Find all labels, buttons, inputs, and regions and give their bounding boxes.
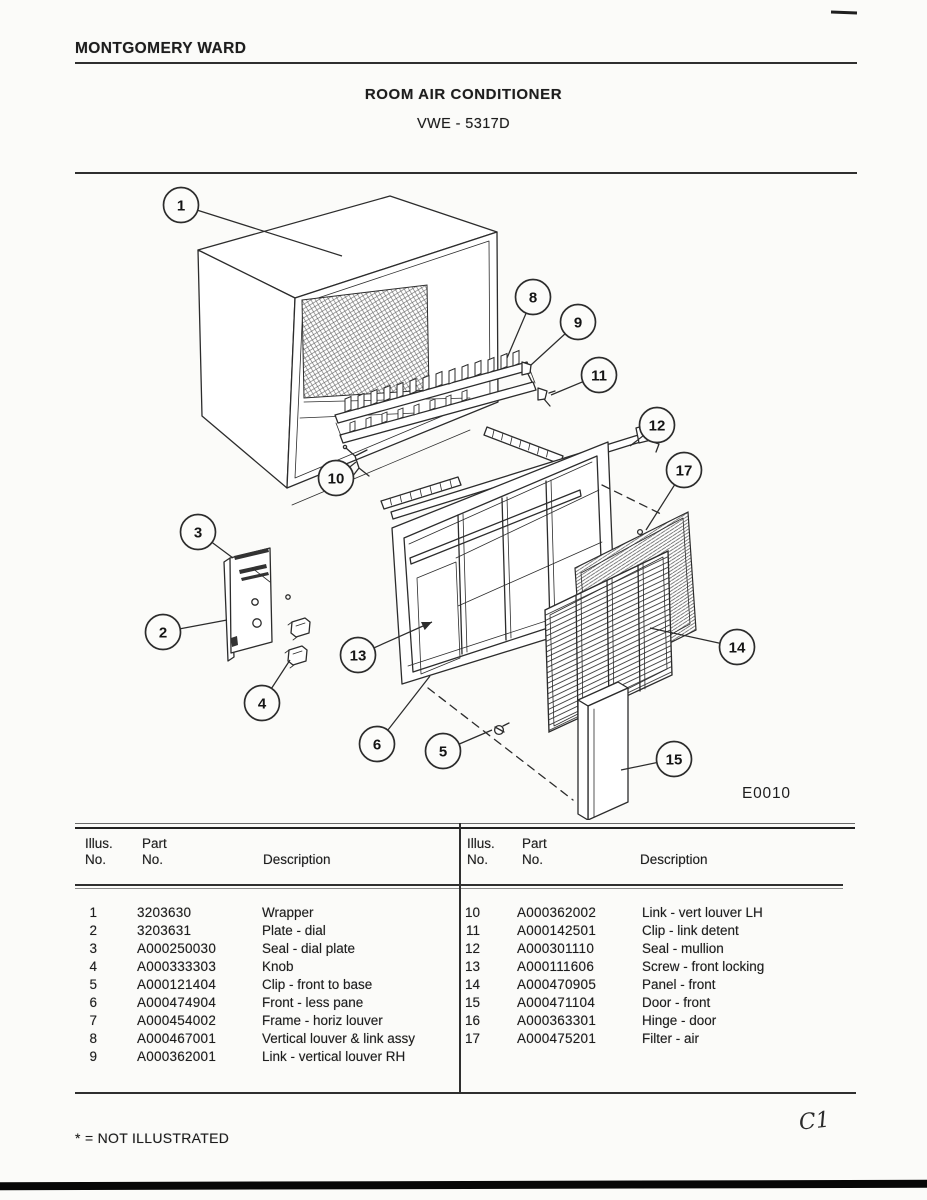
cell-desc: Filter - air (642, 1031, 699, 1046)
scan-bottom-bar (0, 1180, 927, 1190)
scan-corner-mark (831, 11, 857, 15)
col-header-part-no-2: No. (522, 852, 544, 867)
cell-illus: 7 (89, 1013, 97, 1028)
clip-link-detent-art (538, 388, 555, 406)
callout-number: 10 (327, 470, 345, 488)
col-header-description: Description (263, 852, 331, 867)
callout-number: 6 (372, 736, 382, 754)
cell-part: A000471104 (517, 995, 596, 1010)
cell-part: A000362002 (517, 905, 597, 920)
cell-desc: Clip - front to base (262, 977, 373, 992)
table-top-rule (75, 827, 855, 829)
link-clip-rh-art (522, 362, 532, 382)
table-row (461, 1012, 855, 1030)
col-header-part-no: No. (142, 852, 164, 867)
cell-illus: 16 (464, 1013, 480, 1028)
cell-part: A000467001 (137, 1031, 217, 1046)
table-row (461, 994, 855, 1012)
diagram-code: E0010 (742, 785, 791, 802)
table-top-rule-thin (75, 823, 855, 824)
table-row (75, 1030, 461, 1048)
cell-illus: 3 (89, 941, 97, 956)
cell-illus: 13 (464, 959, 480, 974)
col-header-illus-2: Illus. (467, 836, 495, 851)
front-door-art (578, 682, 628, 820)
footnote: * = NOT ILLUSTRATED (75, 1130, 230, 1146)
knob-art (285, 618, 310, 668)
table-row (461, 976, 855, 994)
callout-number: 1 (176, 197, 186, 215)
cell-part: A000142501 (517, 923, 597, 938)
cell-desc: Clip - link detent (642, 923, 739, 938)
cell-part: 3203630 (137, 905, 192, 920)
cell-desc: Vertical louver & link assy (262, 1031, 416, 1046)
table-row (461, 940, 855, 958)
cell-part: A000454002 (137, 1013, 217, 1028)
callout-number: 3 (193, 524, 203, 542)
table-row (461, 904, 855, 922)
callout-number: 9 (573, 314, 583, 332)
col-header-illus: Illus. (85, 836, 113, 851)
cell-desc: Seal - dial plate (262, 941, 356, 956)
cell-illus: 15 (464, 995, 480, 1010)
table-row (75, 940, 461, 958)
table-row (75, 994, 461, 1012)
table-row (461, 958, 855, 976)
cell-illus: 4 (89, 959, 97, 974)
table-row (75, 904, 461, 922)
clip-screw-art (495, 723, 509, 734)
table-row (75, 922, 461, 940)
callout-number: 5 (438, 743, 448, 761)
doc-title: ROOM AIR CONDITIONER (364, 86, 563, 103)
callout-number: 2 (158, 624, 168, 642)
col-header-part-2: Part (522, 836, 547, 851)
table-row (75, 1048, 461, 1066)
col-header-illus-no: No. (85, 852, 107, 867)
callout-number: 14 (728, 639, 746, 657)
cell-part: A000111606 (517, 959, 595, 974)
table-row (461, 1030, 855, 1048)
callout-number: 11 (591, 367, 607, 385)
table-bottom-rule (75, 1092, 856, 1094)
handwritten-mark: C1 (797, 1107, 832, 1136)
col-header-description-2: Description (640, 852, 708, 867)
cell-illus: 6 (89, 995, 97, 1010)
cell-desc: Link - vertical louver RH (262, 1049, 406, 1064)
cell-part: 3203631 (137, 923, 192, 938)
page-brand: MONTGOMERY WARD (75, 40, 247, 57)
cell-illus: 1 (89, 905, 97, 920)
callout-number: 17 (675, 462, 693, 480)
cell-desc: Hinge - door (642, 1013, 717, 1028)
cell-illus: 14 (464, 977, 480, 992)
cell-illus: 12 (464, 941, 480, 956)
exploded-diagram (0, 160, 927, 820)
cell-illus: 9 (89, 1049, 97, 1064)
cell-desc: Link - vert louver LH (642, 905, 763, 920)
table-row (75, 1012, 461, 1030)
table-row (75, 958, 461, 976)
cell-illus: 8 (89, 1031, 97, 1046)
cell-part: A000301110 (517, 941, 595, 956)
cell-desc: Door - front (642, 995, 711, 1010)
parts-table-right (461, 904, 855, 1048)
cell-part: A000121404 (137, 977, 217, 992)
cell-part: A000362001 (137, 1049, 217, 1064)
cell-part: A000470905 (517, 977, 597, 992)
cell-part: A000474904 (137, 995, 217, 1010)
brand-underline (75, 62, 857, 64)
cell-desc: Seal - mullion (642, 941, 724, 956)
louver-strip-right-art (484, 427, 563, 464)
table-row (75, 976, 461, 994)
cell-desc: Knob (262, 959, 294, 974)
callout-number: 12 (648, 417, 666, 435)
dial-plate-art (224, 548, 290, 661)
col-header-part: Part (142, 836, 167, 851)
callout-number: 4 (257, 695, 267, 713)
doc-model: VWE - 5317D (416, 116, 511, 132)
cell-illus: 5 (89, 977, 97, 992)
cell-part: A000250030 (137, 941, 217, 956)
callout-number: 15 (665, 751, 683, 769)
cell-desc: Wrapper (262, 905, 314, 920)
cell-desc: Panel - front (642, 977, 716, 992)
cell-illus: 17 (464, 1031, 480, 1046)
cell-part: A000475201 (517, 1031, 597, 1046)
table-row (461, 922, 855, 940)
cell-part: A000363301 (517, 1013, 597, 1028)
cell-desc: Plate - dial (262, 923, 326, 938)
callout-number: 13 (349, 647, 367, 665)
cell-desc: Screw - front locking (642, 959, 765, 974)
col-header-illus-no-2: No. (467, 852, 489, 867)
cabinet-wrapper-art (198, 196, 498, 505)
cell-illus: 2 (89, 923, 97, 938)
parts-table-left (75, 904, 461, 1066)
cell-desc: Front - less pane (262, 995, 364, 1010)
callout-number: 8 (528, 289, 538, 307)
cell-illus: 10 (464, 905, 480, 920)
cell-illus: 11 (465, 923, 480, 938)
cell-desc: Frame - horiz louver (262, 1013, 383, 1028)
cell-part: A000333303 (137, 959, 217, 974)
